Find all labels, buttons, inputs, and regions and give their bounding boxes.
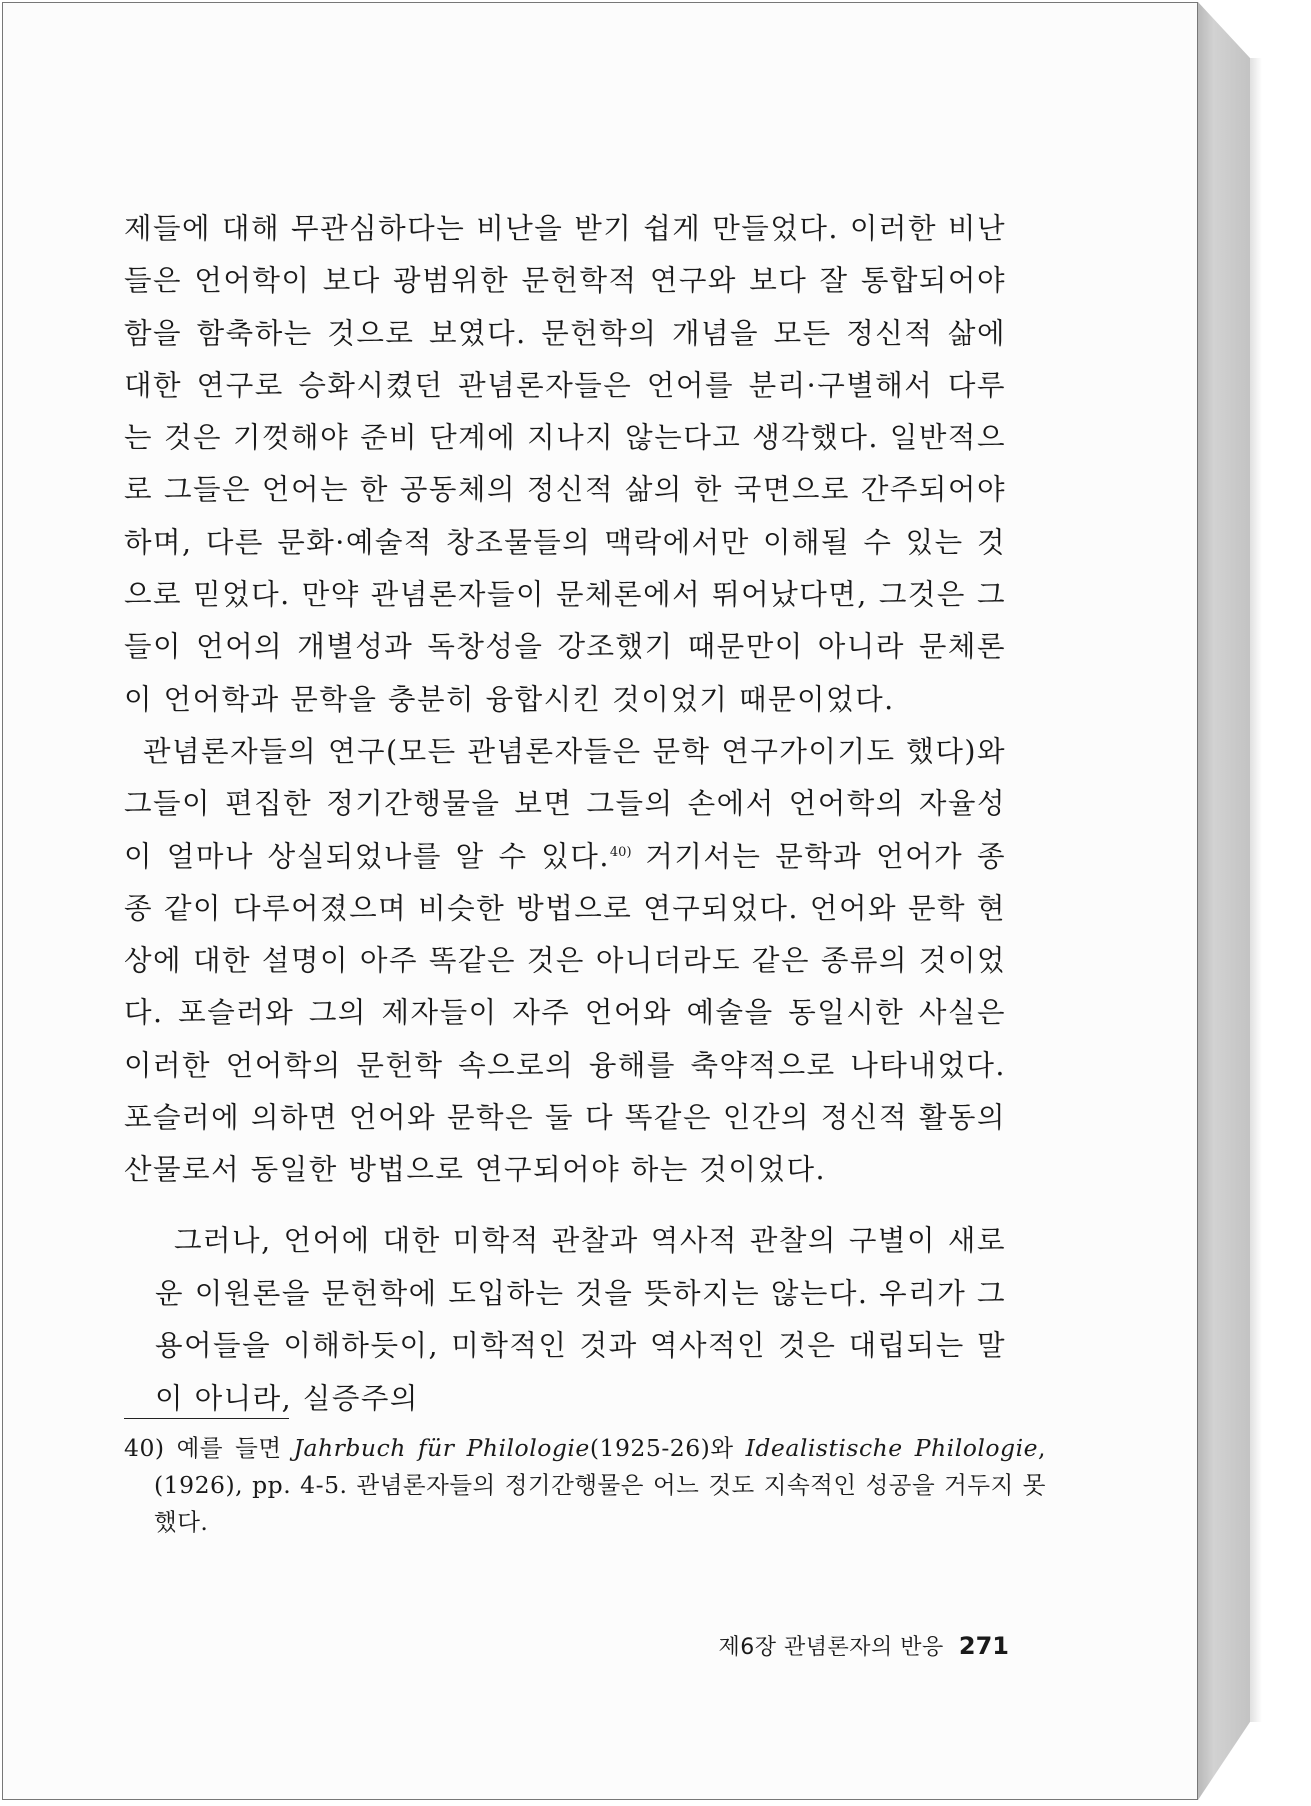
- main-text: [124, 203, 1006, 1197]
- page-shadow: [1250, 58, 1262, 1722]
- footnote-ref: 40): [609, 844, 632, 860]
- running-footer: [719, 1630, 1009, 1661]
- footnote-divider: [124, 1418, 289, 1419]
- paragraph-2: 관념론자들의 연구(모든 관념론자들은 문학 연구가이기도 했다)와 그들이 편집한 정기간행물을 보면 그들의 손에서 언어학의 자율성이 얼마나 상실되었나를 알 수 있다.$^{40)}$ 거기서는 문학과 언어가 종종 같이 다루어졌으며 비슷한 방법으로 연구되었다. 언어와 문학 현상에 대한 설명이 아주 똑같은 것은 아니더라도 같은 종류의 것이었다. 포슬러와 그의 제자들이 자주 언어와 예술을 동일시한 사실은 이러한 언어학의 문헌학 속으로의 융해를 축약적으로 나타내었다. 포슬러에 의하면 언어와 문학은 둘 다 똑같은 인간의 정신적 활동의 산물로서 동일한 방법으로 연구되어야 하는 것이었다.: [124, 734, 1006, 1187]
- paragraph-1: 제들에 대해 무관심하다는 비난을 받기 쉽게 만들었다. 이러한 비난들은 언어학이 보다 광범위한 문헌학적 연구와 보다 잘 통합되어야 함을 함축하는 것으로 보였다. 문헌학의 개념을 모든 정신적 삶에 대한 연구로 승화시켰던 관념론자들은 언어를 분리·구별해서 다루는 것은 기껏해야 준비 단계에 지나지 않는다고 생각했다. 일반적으로 그들은 언어는 한 공동체의 정신적 삶의 한 국면으로 간주되어야 하며, 다른 문화·예술적 창조물들의 맥락에서만 이해될 수 있는 것으로 믿었다. 만약 관념론자들이 문체론에서 뛰어났다면, 그것은 그들이 언어의 개별성과 독창성을 강조했기 때문만이 아니라 문체론이 언어학과 문학을 충분히 융합시킨 것이었기 때문이었다.: [124, 212, 1006, 716]
- paragraph-3-block: [124, 1215, 1006, 1425]
- footnote: 40) 예를 들면 Jahrbuch für Philologie(1925-26)와 Idealistische Philologie, (1926), pp. 4-5. 관념론자들의 정기간행물은 어느 것도 지속적인 성공을 거두지 못했다.: [124, 1434, 1046, 1536]
- page-number: 271: [958, 1632, 1009, 1660]
- paragraph-3: 그러나, 언어에 대한 미학적 관찰과 역사적 관찰의 구별이 새로운 이원론을 문헌학에 도입하는 것을 뜻하지는 않는다. 우리가 그 용어들을 이해하듯이, 미학적인 것과 역사적인 것은 대립되는 말이 아니라, 실증주의: [155, 1224, 1006, 1415]
- chapter-title: 제6장 관념론자의 반응: [718, 1635, 944, 1660]
- page-edge: [1198, 2, 1250, 1800]
